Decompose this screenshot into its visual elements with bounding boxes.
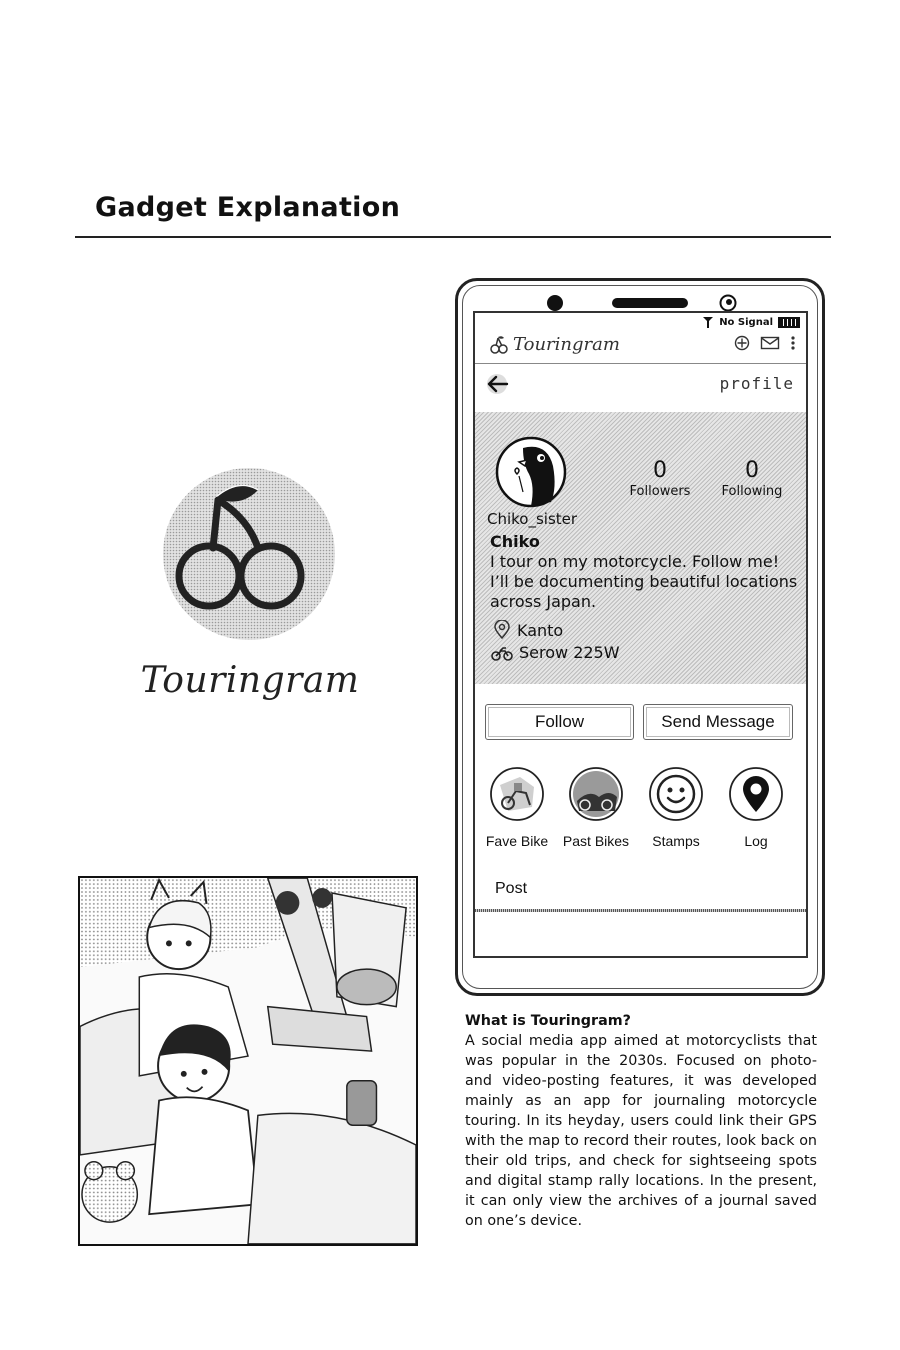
heading-rule <box>75 236 831 238</box>
shortcut-stamps[interactable] <box>636 767 716 849</box>
post-divider <box>475 909 806 912</box>
profile-header <box>475 412 806 684</box>
post-section-label[interactable]: Post <box>495 880 528 897</box>
bike-text: Serow 225W <box>519 643 620 662</box>
username: Chiko_sister <box>487 510 578 528</box>
status-bar <box>702 316 800 328</box>
following-count: 0 <box>745 458 759 483</box>
antenna-icon <box>702 316 714 328</box>
sensor-icon <box>719 294 737 312</box>
speaker-icon <box>612 298 688 308</box>
bikes-photo-icon <box>569 767 623 821</box>
shortcut-fave-bike[interactable] <box>477 767 557 849</box>
logo-app-name: Touringram <box>140 660 360 701</box>
smiley-icon <box>649 767 703 821</box>
shortcut-log[interactable] <box>716 767 796 849</box>
map-pin-icon <box>729 767 783 821</box>
phone-screen <box>473 311 808 958</box>
follow-button[interactable]: Follow <box>485 704 634 740</box>
following-label: Following <box>721 484 783 499</box>
shortcut-label: Stamps <box>652 833 700 849</box>
followers-count: 0 <box>653 458 667 483</box>
mail-icon[interactable] <box>760 335 780 351</box>
location-row <box>493 620 563 640</box>
app-title: Touringram <box>513 334 620 355</box>
followers-label: Followers <box>629 484 691 499</box>
app-actions <box>734 335 796 351</box>
manga-illustration <box>78 876 418 1246</box>
profile-bio: I tour on my motorcycle. Follow me! I’ll be documenting beautiful locations across Japan. <box>490 552 798 611</box>
front-camera-icon <box>547 295 563 311</box>
page-label: profile <box>719 374 794 393</box>
shortcut-label: Past Bikes <box>562 833 630 849</box>
add-circle-icon[interactable] <box>734 335 750 351</box>
followers-stat[interactable] <box>625 458 695 499</box>
location-pin-icon <box>493 620 511 640</box>
page-heading: Gadget Explanation <box>95 192 401 223</box>
location-text: Kanto <box>517 620 564 640</box>
explanation-block <box>465 1011 817 1231</box>
motorcycle-icon <box>491 645 513 661</box>
app-cherry-icon <box>489 335 509 355</box>
battery-icon <box>778 317 800 328</box>
signal-text: No Signal <box>719 316 773 328</box>
bike-row <box>491 643 620 662</box>
app-bar <box>475 331 806 364</box>
following-stat[interactable] <box>717 458 787 499</box>
more-vertical-icon[interactable] <box>790 335 796 351</box>
bike-photo-icon <box>490 767 544 821</box>
shortcut-label: Log <box>744 833 768 849</box>
shortcut-label: Fave Bike <box>485 833 549 849</box>
cherry-logo-icon <box>163 468 335 640</box>
display-name: Chiko <box>490 532 540 551</box>
send-message-button[interactable]: Send Message <box>643 704 793 740</box>
nav-bar <box>475 365 806 409</box>
explanation-question: What is Touringram? <box>465 1013 631 1029</box>
shortcut-past-bikes[interactable] <box>556 767 636 849</box>
back-arrow-icon[interactable] <box>485 373 511 395</box>
explanation-body: A social media app aimed at motorcyclists that was popular in the 2030s. Focused on photo- and video-posting features, it was developed mainly as an app for journaling motorcycle touring. In its heyday, users could link their GPS with the map to record their routes, look back on their old trips, and check for sightseeing spots and digital stamp rally locations. In the present, it can only view the archives of a journal saved on one’s device. <box>465 1033 817 1229</box>
avatar[interactable] <box>495 436 567 508</box>
